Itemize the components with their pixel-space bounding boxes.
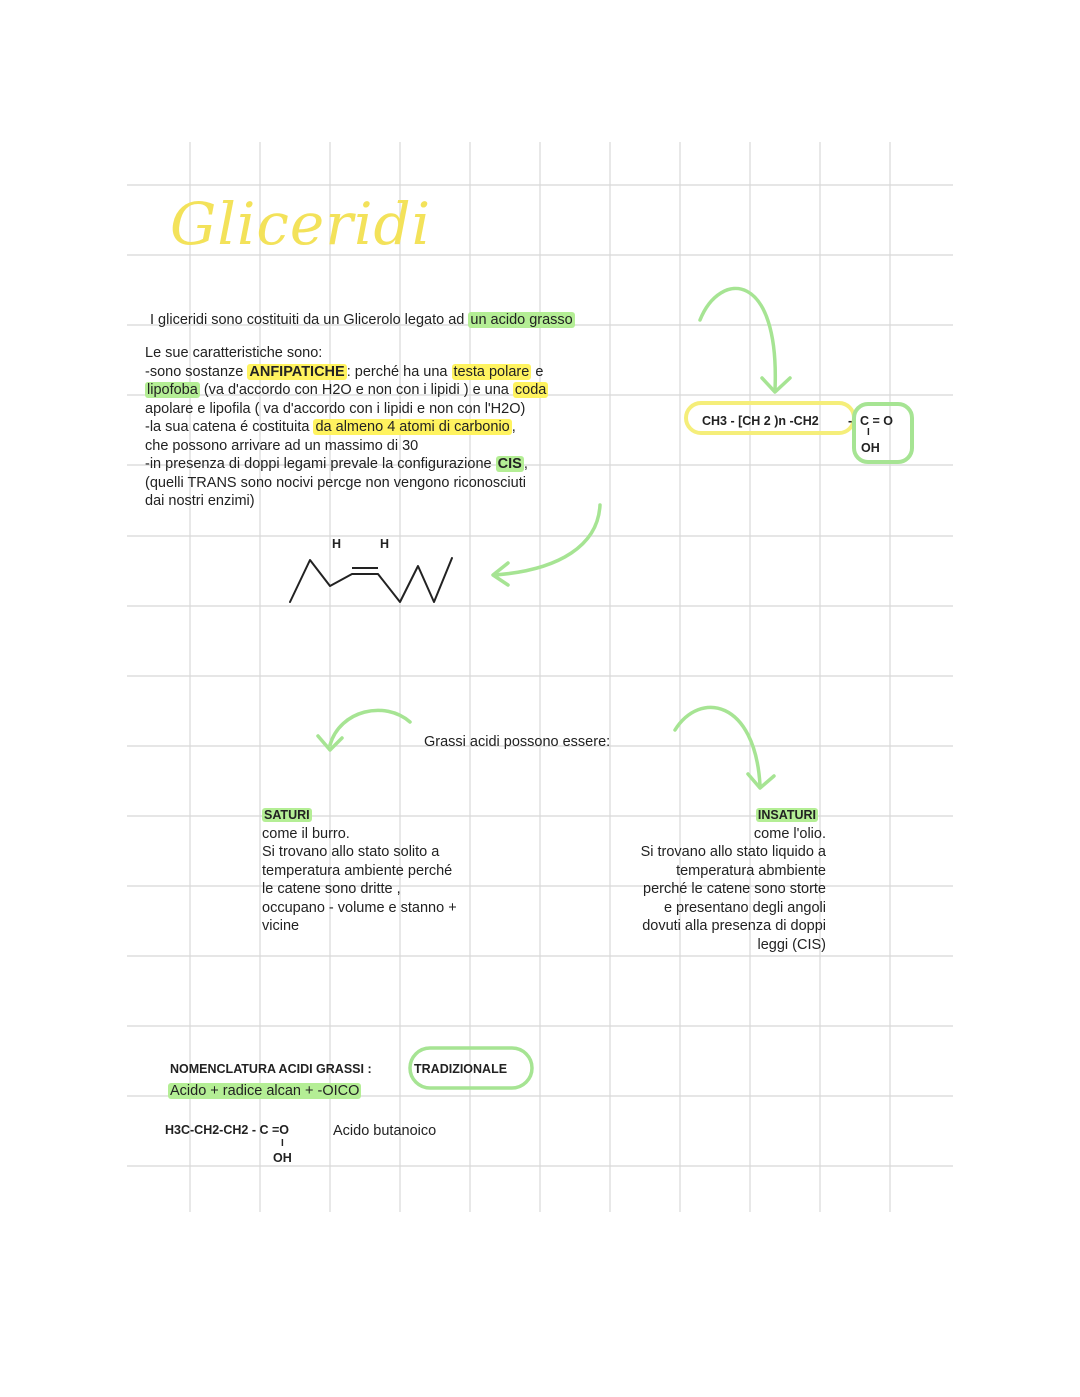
- insaturi-line: come l'olio.: [753, 825, 826, 842]
- butanoic-bond: I: [281, 1138, 284, 1149]
- cis-h-right: H: [380, 537, 390, 551]
- insaturi-line: Si trovano allo stato liquido a: [640, 844, 826, 860]
- butanoic-formula: H3C-CH2-CH2 - C =O: [165, 1123, 289, 1137]
- insaturi-block: [570, 806, 826, 954]
- insaturi-line: e presentano degli angoli: [663, 899, 826, 916]
- char-line-2: lipofoba (va d'accordo con H2O e non con i lipidi ) e una coda: [147, 382, 547, 398]
- saturi-block: [262, 806, 457, 936]
- saturi-line: vicine: [262, 918, 300, 934]
- formula-top-main: CH3 - [CH 2 )n -CH2: [702, 414, 819, 428]
- intro-highlight: un acido grasso: [470, 312, 573, 328]
- formula-top-dash: -: [848, 414, 853, 428]
- butanoic-oh: OH: [273, 1151, 292, 1165]
- char-line-4: -la sua catena é costituita da almeno 4 atomi di carbonio ,: [145, 419, 516, 435]
- insaturi-line: dovuti alla presenza di doppi: [642, 918, 826, 934]
- char-line-6: -in presenza di doppi legami prevale la configurazione CIS ,: [145, 456, 528, 472]
- fats-heading: Grassi acidi possono essere:: [424, 734, 611, 750]
- formula-top-carbonyl: C = O: [860, 414, 893, 428]
- char-line-3: apolare e lipofila ( va d'accordo con i lipidi e non con l'H2O): [145, 400, 526, 417]
- saturi-line: occupano - volume e stanno +: [262, 899, 457, 916]
- saturi-line: Si trovano allo stato solito a: [262, 844, 440, 860]
- nomenclature-type: TRADIZIONALE: [414, 1062, 508, 1076]
- nomenclature-rule-wrap: [168, 1082, 361, 1101]
- char-line-8: dai nostri enzimi): [145, 493, 255, 509]
- butanoic-name: Acido butanoico: [333, 1123, 437, 1139]
- saturi-label: SATURI: [264, 808, 310, 822]
- formula-top-bond: I: [867, 427, 870, 438]
- cis-h-left: H: [332, 537, 342, 551]
- formula-top-oh: OH: [861, 441, 880, 455]
- saturi-line: come il burro.: [262, 825, 350, 842]
- page-title: Gliceridi: [170, 190, 432, 258]
- characteristics-heading: Le sue caratteristiche sono:: [145, 345, 323, 361]
- insaturi-line: perché le catene sono storte: [643, 881, 826, 897]
- nomenclature-heading: NOMENCLATURA ACIDI GRASSI :: [170, 1062, 372, 1076]
- saturi-line: le catene sono dritte ,: [262, 881, 401, 897]
- insaturi-line: temperatura abmbiente: [676, 862, 826, 879]
- char-line-1: -sono sostanze ANFIPATICHE : perché ha una testa polare e: [145, 363, 544, 380]
- intro-sentence: I gliceridi sono costituiti da un Glicerolo legato ad: [150, 312, 465, 328]
- saturi-line: temperatura ambiente perché: [262, 862, 453, 879]
- char-line-7: (quelli TRANS sono nocivi percge non vengono riconosciuti: [145, 474, 526, 491]
- insaturi-label: INSATURI: [757, 808, 816, 822]
- char-line-5: che possono arrivare ad un massimo di 30: [145, 437, 419, 454]
- nomenclature-rule: Acido + radice alcan + -OICO: [170, 1083, 360, 1099]
- insaturi-line: leggi (CIS): [757, 936, 826, 953]
